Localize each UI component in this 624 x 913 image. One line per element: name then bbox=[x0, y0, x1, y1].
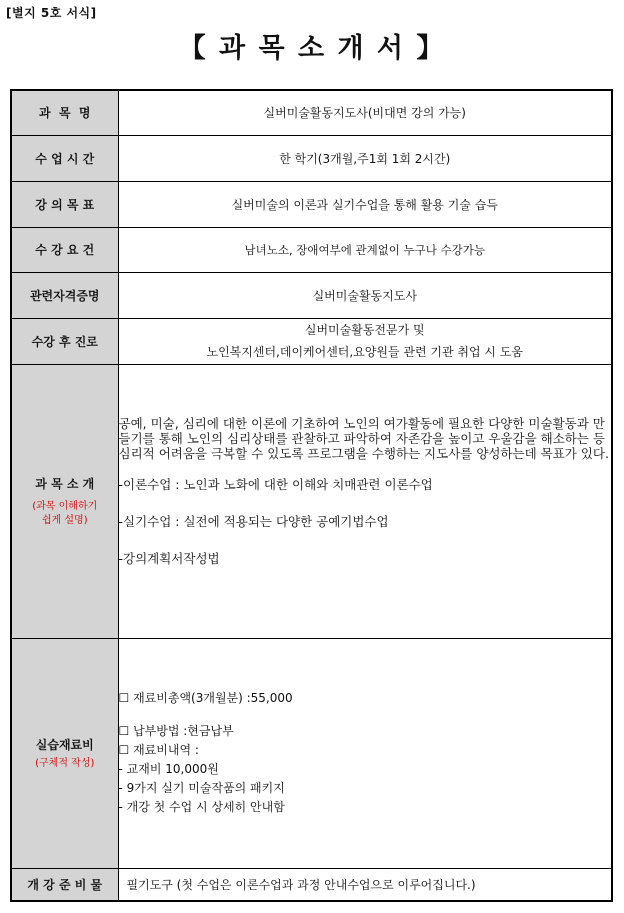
requirements-label: 수 강 요 건 bbox=[11, 227, 118, 272]
class-time-label: 수 업 시 간 bbox=[11, 135, 118, 181]
row-supplies bbox=[11, 868, 612, 901]
row-intro bbox=[11, 364, 612, 638]
materials-content bbox=[118, 638, 612, 868]
intro-sublabel-line-2: 쉽게 설명) bbox=[41, 514, 88, 526]
intro-item-theory: -이론수업 : 노인과 노화에 대한 이해와 치매관련 이론수업 bbox=[118, 477, 433, 492]
row-certificate bbox=[11, 272, 612, 318]
course-name-label: 과 목 명 bbox=[11, 90, 118, 135]
certificate-label: 관련자격증명 bbox=[11, 272, 118, 318]
career-label: 수강 후 진로 bbox=[11, 318, 118, 364]
materials-textbook: - 교재비 10,000원 bbox=[118, 762, 219, 776]
intro-item-practice: -실기수업 : 실전에 적용되는 다양한 공예기법수업 bbox=[118, 514, 389, 529]
class-time-value: 한 학기(3개월,주1회 1회 2시간) bbox=[118, 135, 612, 181]
career-line-2: 노인복지센터,데이케어센터,요양원들 관련 기관 취업 시 도움 bbox=[206, 345, 523, 359]
materials-spacer bbox=[119, 708, 612, 722]
intro-label: 과 목 소 개 bbox=[35, 476, 95, 491]
intro-sublabel-line-1: (과목 이해하기 bbox=[32, 500, 98, 512]
supplies-label: 개 강 준 비 물 bbox=[11, 868, 118, 901]
materials-package: - 9가지 실기 미술작품의 패키지 bbox=[118, 781, 285, 795]
row-career bbox=[11, 318, 612, 364]
intro-item-plan: -강의계획서작성법 bbox=[118, 551, 220, 566]
document-title: 【 과 목 소 개 서 】 bbox=[178, 33, 446, 64]
row-objective bbox=[11, 181, 612, 227]
intro-sublabel bbox=[12, 500, 118, 528]
career-line-1: 실버미술활동전문가 및 bbox=[304, 323, 425, 337]
materials-label: 실습재료비 bbox=[35, 737, 94, 752]
row-class-time bbox=[11, 135, 612, 181]
career-value bbox=[118, 318, 612, 364]
row-requirements bbox=[11, 227, 612, 272]
materials-total: ☐ 재료비총액(3개월분) :55,000 bbox=[118, 691, 293, 705]
materials-label-cell bbox=[11, 638, 118, 868]
intro-content bbox=[118, 364, 612, 638]
certificate-value: 실버미술활동지도사 bbox=[118, 272, 612, 318]
course-intro-form bbox=[10, 89, 613, 902]
row-materials bbox=[11, 638, 612, 868]
materials-breakdown: ☐ 재료비내역 : bbox=[118, 743, 199, 757]
objective-label: 강 의 목 표 bbox=[11, 181, 118, 227]
objective-value: 실버미술의 이론과 실기수업을 통해 활용 기술 습득 bbox=[118, 181, 612, 227]
supplies-value: 필기도구 (첫 수업은 이론수업과 과정 안내수업으로 이루어집니다.) bbox=[118, 868, 612, 901]
materials-sublabel: (구체적 작성) bbox=[35, 757, 95, 769]
row-course-name bbox=[11, 90, 612, 135]
form-number-label: [별지 5호 서식] bbox=[6, 6, 97, 20]
materials-payment: ☐ 납부방법 :현금납부 bbox=[118, 724, 234, 738]
intro-label-cell bbox=[11, 364, 118, 638]
requirements-value: 남녀노소, 장애여부에 관계없이 누구나 수강가능 bbox=[118, 227, 612, 272]
materials-notice: - 개강 첫 수업 시 상세히 안내함 bbox=[118, 800, 285, 814]
intro-paragraph: 공예, 미술, 심리에 대한 이론에 기초하여 노인의 여가활동에 필요한 다양한 미술활동과 만들기를 통해 노인의 심리상태를 관찰하고 파악하여 자존감을 높이고 우울감을 해소하는 등 심리적 어려움을 극복할 수 있도록 프로그램을 수행하는 지도사를 양성하는데 목표가 있다. bbox=[118, 416, 609, 461]
course-name-value: 실버미술활동지도사(비대면 강의 가능) bbox=[118, 90, 612, 135]
